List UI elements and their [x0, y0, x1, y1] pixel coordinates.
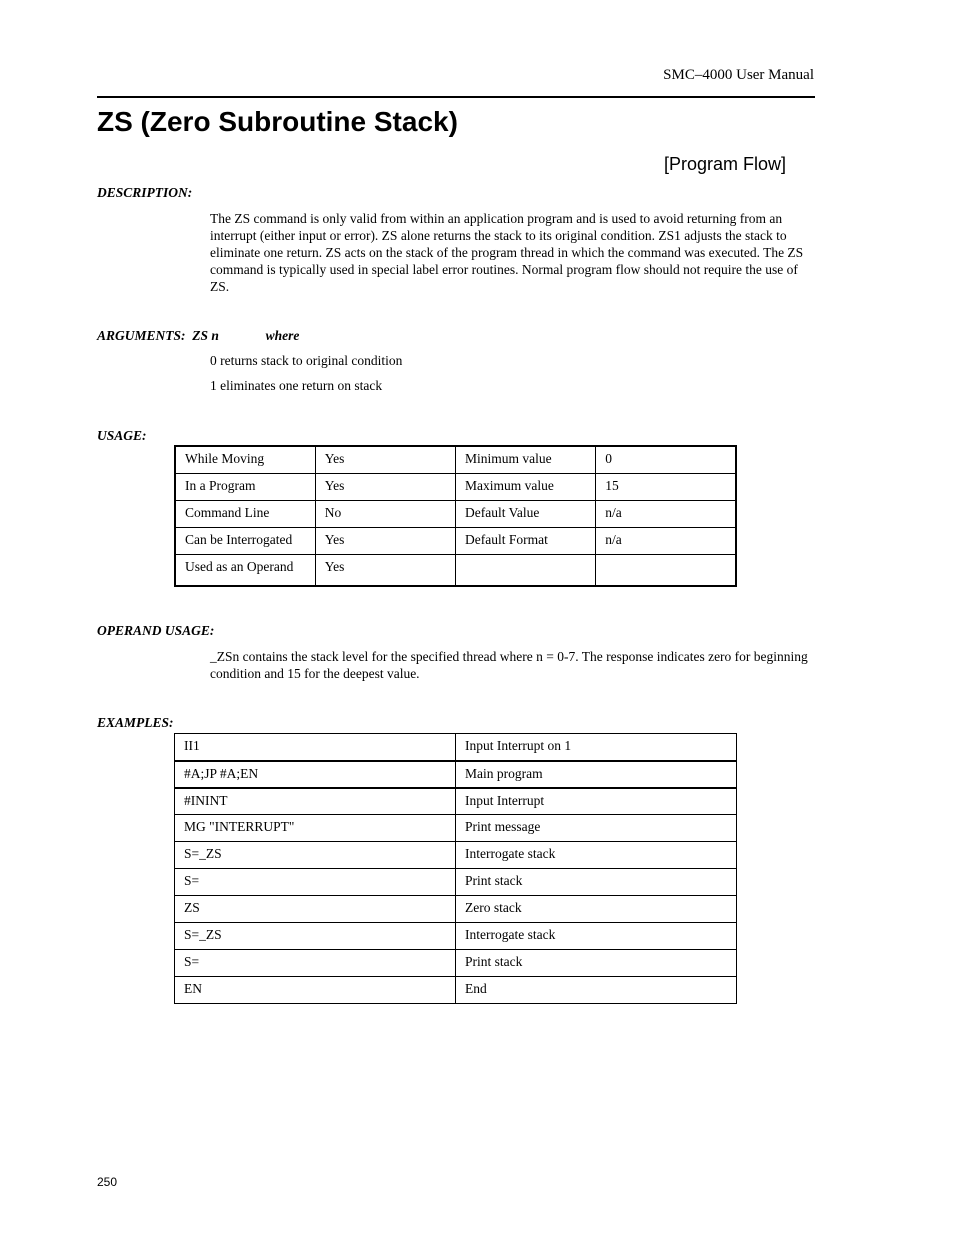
table-row: [175, 923, 737, 950]
command-category: [Program Flow]: [663, 154, 786, 174]
table-cell: 15: [596, 473, 736, 500]
examples-table: [174, 733, 737, 1004]
example-comment: Print stack: [456, 869, 737, 896]
example-command: S=: [175, 950, 456, 977]
usage-table: [174, 445, 737, 587]
arguments-syntax: ZS n: [192, 328, 219, 343]
table-row: [175, 554, 736, 586]
table-row: [175, 842, 737, 869]
arguments-heading: [97, 328, 299, 344]
table-cell: n/a: [596, 527, 736, 554]
table-cell: Default Format: [456, 527, 596, 554]
example-comment: Input Interrupt on 1: [456, 734, 737, 761]
table-cell: [456, 554, 596, 586]
table-row: [175, 761, 737, 788]
example-comment: Main program: [456, 761, 737, 788]
table-cell: Used as an Operand: [175, 554, 315, 586]
arguments-label: ARGUMENTS:: [97, 328, 186, 343]
table-cell: Can be Interrogated: [175, 527, 315, 554]
example-comment: Print message: [456, 815, 737, 842]
example-command: MG "INTERRUPT": [175, 815, 456, 842]
table-row: [175, 473, 736, 500]
table-cell: Yes: [315, 554, 455, 586]
example-command: EN: [175, 977, 456, 1004]
table-row: [175, 500, 736, 527]
header-divider: [97, 96, 815, 98]
example-command: II1: [175, 734, 456, 761]
example-command: #A;JP #A;EN: [175, 761, 456, 788]
operand-usage-text: _ZSn contains the stack level for the specified thread where n = 0-7. The response indicates zero for beginning condition and 15 for the deepest value.: [210, 649, 808, 681]
table-row: [175, 734, 737, 761]
example-comment: Input Interrupt: [456, 788, 737, 815]
table-cell: Maximum value: [456, 473, 596, 500]
table-cell: In a Program: [175, 473, 315, 500]
table-cell: While Moving: [175, 446, 315, 473]
operand-usage-label: OPERAND USAGE:: [97, 623, 215, 638]
example-command: #ININT: [175, 788, 456, 815]
table-row: [175, 815, 737, 842]
example-comment: Print stack: [456, 950, 737, 977]
table-cell: Default Value: [456, 500, 596, 527]
example-command: S=_ZS: [175, 842, 456, 869]
example-comment: Interrogate stack: [456, 923, 737, 950]
example-command: ZS: [175, 896, 456, 923]
table-cell: 0: [596, 446, 736, 473]
example-command: S=: [175, 869, 456, 896]
page-title: ZS (Zero Subroutine Stack): [97, 106, 458, 137]
argument-line-0: 0 returns stack to original condition: [210, 353, 403, 368]
table-cell: Yes: [315, 473, 455, 500]
table-cell: No: [315, 500, 455, 527]
example-comment: Zero stack: [456, 896, 737, 923]
manual-title: SMC–4000 User Manual: [663, 67, 814, 83]
example-comment: Interrogate stack: [456, 842, 737, 869]
page-number: 250: [97, 1175, 118, 1189]
example-command: S=_ZS: [175, 923, 456, 950]
table-cell: Yes: [315, 527, 455, 554]
usage-label: USAGE:: [97, 428, 147, 443]
table-cell: Command Line: [175, 500, 315, 527]
table-row: [175, 446, 736, 473]
description-label: DESCRIPTION:: [97, 185, 193, 200]
table-row: [175, 788, 737, 815]
table-row: [175, 869, 737, 896]
description-text: The ZS command is only valid from within an application program and is used to avoid returning from an interrupt (either input or error). ZS alone returns the stack to its original condition. ZS1 adjusts the stack to eliminate one return. ZS acts on the stack of the program thread in which the command was executed. The ZS command is typically used in special label error routines. Normal program flow should not require the use of ZS.: [210, 211, 804, 294]
table-row: [175, 950, 737, 977]
arguments-where: where: [265, 328, 300, 343]
table-cell: n/a: [596, 500, 736, 527]
argument-line-1: 1 eliminates one return on stack: [210, 378, 383, 393]
table-cell: [596, 554, 736, 586]
table-row: [175, 527, 736, 554]
example-comment: End: [456, 977, 737, 1004]
table-row: [175, 896, 737, 923]
table-row: [175, 977, 737, 1004]
examples-label: EXAMPLES:: [97, 715, 174, 730]
table-cell: Yes: [315, 446, 455, 473]
table-cell: Minimum value: [456, 446, 596, 473]
